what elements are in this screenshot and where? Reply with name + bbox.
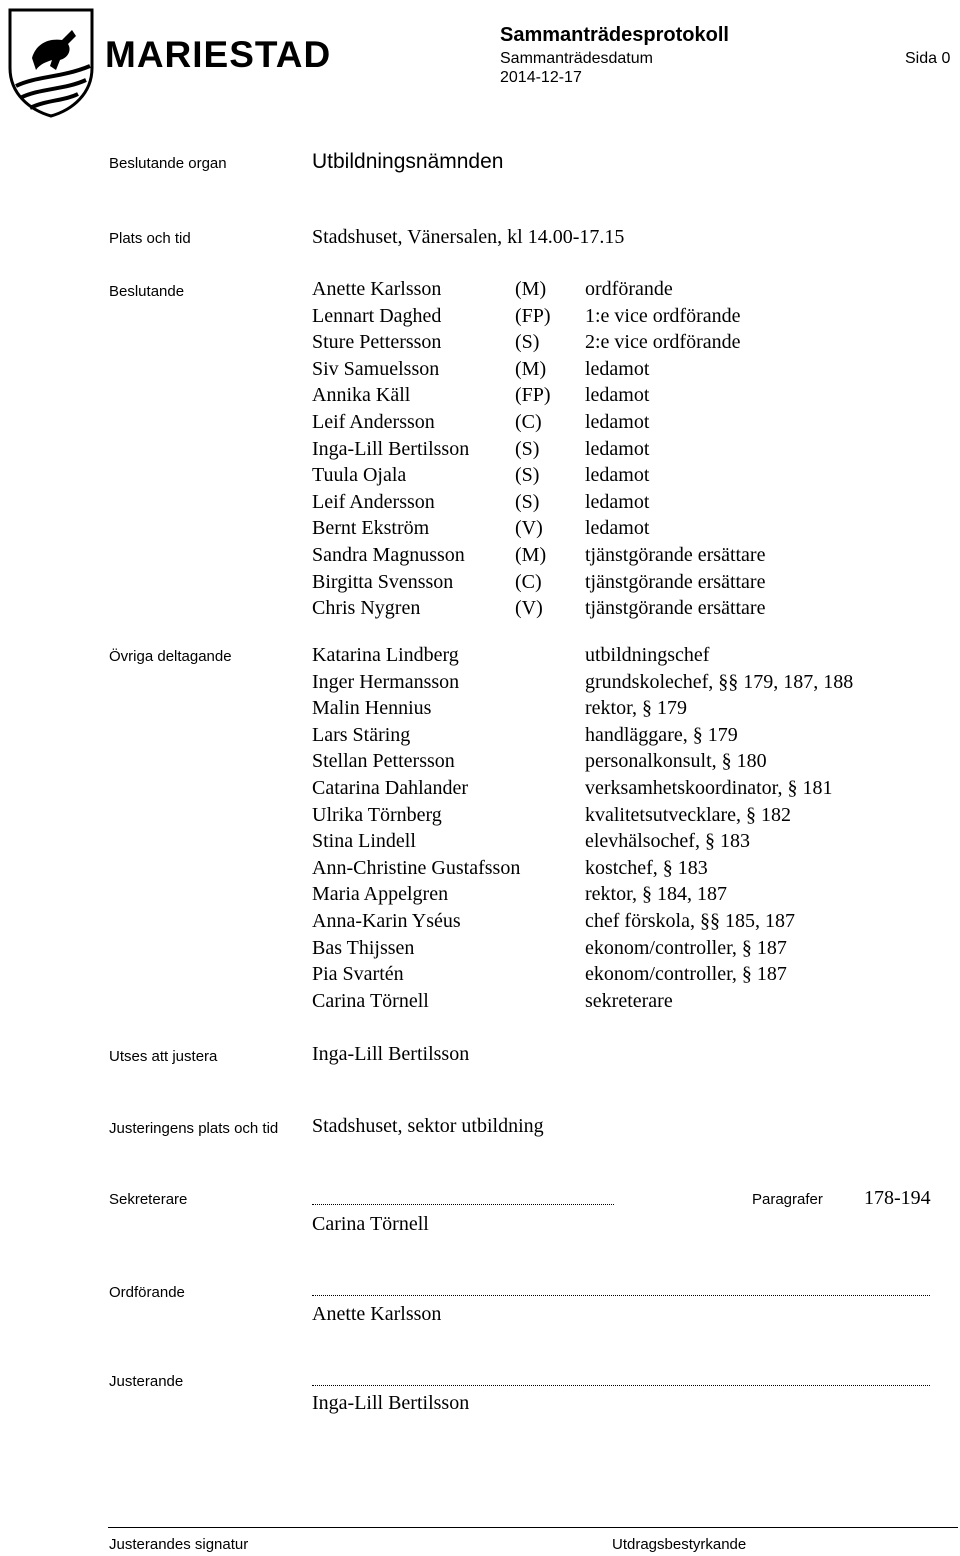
others-label: Övriga deltagande — [109, 648, 232, 665]
place-time-label: Plats och tid — [109, 230, 191, 247]
member-role: tjänstgörande ersättare — [585, 597, 766, 620]
participant-role: kostchef, § 183 — [585, 856, 708, 879]
member-name: Lennart Daghed — [312, 304, 442, 327]
participant-name: Lars Stäring — [312, 723, 411, 746]
secretary-signature-line — [312, 1204, 614, 1205]
member-party: (V) — [515, 597, 543, 620]
member-party: (M) — [515, 278, 547, 300]
secretary-name: Carina Törnell — [312, 1213, 429, 1235]
member-name: Chris Nygren — [312, 597, 421, 620]
participant-name: Bas Thijssen — [312, 936, 415, 959]
member-name: Leif Andersson — [312, 410, 435, 433]
member-party: (M) — [515, 543, 547, 566]
adjusting-name: Inga-Lill Bertilsson — [312, 1392, 470, 1414]
member-name: Anette Karlsson — [312, 278, 442, 300]
participant-name: Pia Svartén — [312, 963, 404, 986]
participant-role: kvalitetsutvecklare, § 182 — [585, 803, 792, 826]
member-role: ledamot — [585, 490, 650, 513]
chair-signature-line — [312, 1295, 930, 1296]
member-name: Birgitta Svensson — [312, 570, 454, 593]
paragraphs-label: Paragrafer — [752, 1191, 823, 1208]
member-role: ledamot — [585, 357, 650, 380]
member-role: 2:e vice ordförande — [585, 331, 741, 354]
footer-certification-label: Utdragsbestyrkande — [612, 1536, 747, 1553]
adjuster-label: Utses att justera — [109, 1048, 218, 1065]
participant-role: personalkonsult, § 180 — [585, 750, 767, 773]
participant-role: verksamhetskoordinator, § 181 — [585, 776, 833, 799]
member-party: (C) — [515, 570, 542, 593]
member-party: (S) — [515, 490, 540, 513]
footer-rule — [108, 1527, 958, 1528]
footer-signature-label: Justerandes signatur — [109, 1536, 249, 1553]
adjust-place-value: Stadshuset, sektor utbildning — [312, 1115, 544, 1137]
member-role: 1:e vice ordförande — [585, 304, 741, 327]
adjusting-label: Justerande — [109, 1373, 184, 1390]
participant-role: handläggare, § 179 — [585, 723, 738, 746]
member-party: (FP) — [515, 384, 551, 407]
decision-body-value: Utbildningsnämnden — [312, 150, 504, 173]
participant-role: sekreterare — [585, 989, 673, 1012]
member-role: tjänstgörande ersättare — [585, 543, 766, 566]
participant-name: Carina Törnell — [312, 989, 429, 1012]
participant-role: elevhälsochef, § 183 — [585, 830, 750, 853]
secretary-label: Sekreterare — [109, 1191, 188, 1208]
chair-label: Ordförande — [109, 1284, 185, 1301]
participant-role: ekonom/controller, § 187 — [585, 963, 787, 986]
adjuster-value: Inga-Lill Bertilsson — [312, 1043, 470, 1065]
member-role: tjänstgörande ersättare — [585, 570, 766, 593]
participant-role: chef förskola, §§ 185, 187 — [585, 909, 795, 932]
paragraphs-value: 178-194 — [864, 1187, 931, 1209]
participant-role: ekonom/controller, § 187 — [585, 936, 787, 959]
participant-name: Katarina Lindberg — [312, 644, 459, 666]
participant-name: Stina Lindell — [312, 830, 416, 853]
member-party: (C) — [515, 410, 542, 433]
decision-body-label: Beslutande organ — [109, 155, 227, 172]
participant-name: Stellan Pettersson — [312, 750, 455, 773]
participant-name: Inger Hermansson — [312, 670, 460, 693]
member-role: ledamot — [585, 384, 650, 407]
member-name: Sandra Magnusson — [312, 543, 465, 566]
mariestad-coat-of-arms-logo — [6, 6, 96, 118]
member-name: Annika Käll — [312, 384, 411, 407]
member-role: ledamot — [585, 517, 650, 540]
member-name: Bernt Ekström — [312, 517, 430, 540]
page-number: Sida 0 — [905, 50, 951, 67]
member-party: (FP) — [515, 304, 551, 327]
member-name: Tuula Ojala — [312, 464, 407, 487]
participant-role: rektor, § 179 — [585, 697, 687, 720]
document-title: Sammanträdesprotokoll — [500, 24, 729, 46]
meeting-date-value: 2014-12-17 — [500, 69, 582, 86]
participant-name: Anna-Karin Yséus — [312, 909, 461, 932]
member-party: (S) — [515, 437, 540, 460]
place-time-value: Stadshuset, Vänersalen, kl 14.00-17.15 — [312, 226, 625, 248]
member-role: ledamot — [585, 410, 650, 433]
deciding-label: Beslutande — [109, 283, 185, 300]
participant-name: Malin Hennius — [312, 697, 432, 720]
participant-role: grundskolechef, §§ 179, 187, 188 — [585, 670, 854, 693]
logo-text: MARIESTAD — [105, 34, 332, 75]
member-role: ledamot — [585, 464, 650, 487]
meeting-date-label: Sammanträdesdatum — [500, 50, 653, 67]
member-party: (V) — [515, 517, 543, 540]
adjusting-signature-line — [312, 1385, 930, 1386]
member-name: Siv Samuelsson — [312, 357, 440, 380]
member-name: Leif Andersson — [312, 490, 435, 513]
member-role: ledamot — [585, 437, 650, 460]
member-role: ordförande — [585, 278, 673, 300]
participant-role: utbildningschef — [585, 644, 710, 666]
participant-role: rektor, § 184, 187 — [585, 883, 727, 906]
adjust-place-label: Justeringens plats och tid — [109, 1120, 279, 1137]
participant-name: Ann-Christine Gustafsson — [312, 856, 521, 879]
participant-name: Maria Appelgren — [312, 883, 449, 906]
member-party: (S) — [515, 464, 540, 487]
member-name: Sture Pettersson — [312, 331, 442, 354]
participant-name: Ulrika Törnberg — [312, 803, 442, 826]
member-party: (S) — [515, 331, 540, 354]
chair-name: Anette Karlsson — [312, 1303, 442, 1325]
member-name: Inga-Lill Bertilsson — [312, 437, 470, 460]
participant-name: Catarina Dahlander — [312, 776, 469, 799]
member-party: (M) — [515, 357, 547, 380]
